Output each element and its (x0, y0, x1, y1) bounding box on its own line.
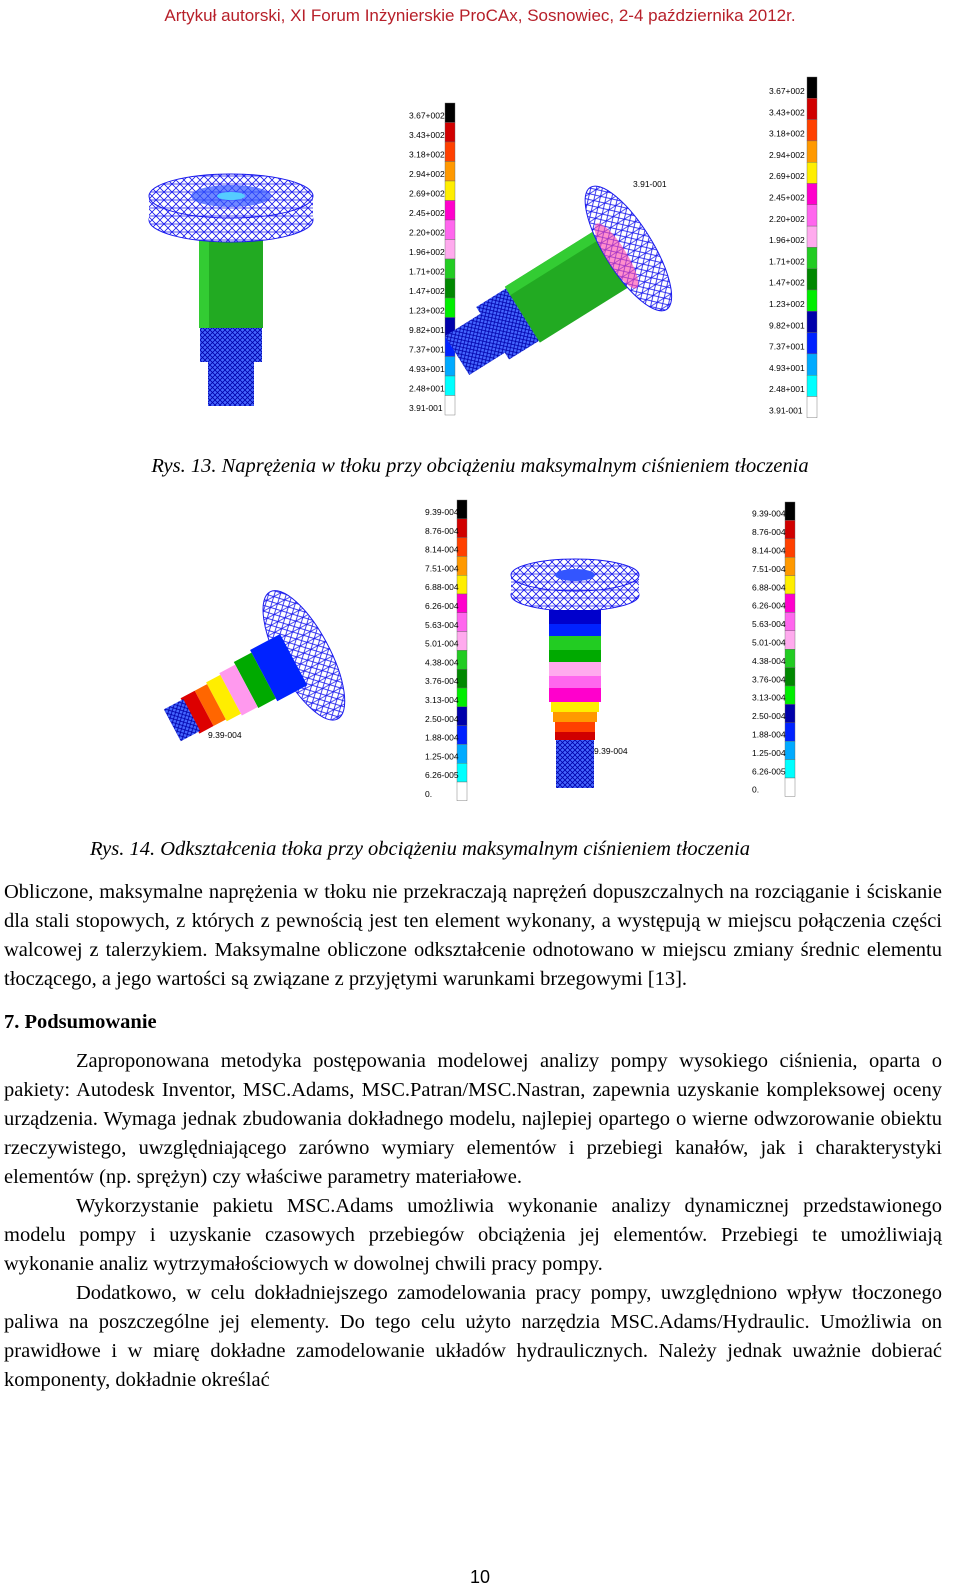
figure-14-caption: Rys. 14. Odkształcenia tłoka przy obciążeniu maksymalnym ciśnieniem tłoczenia (90, 838, 751, 860)
scale-label: 5.01-004 (752, 637, 786, 648)
deformation-model-right (511, 559, 639, 788)
scale-label: 3.13-004 (752, 692, 786, 703)
scale-swatch (807, 226, 817, 247)
scale-label: 3.43+002 (769, 107, 805, 118)
scale-label: 6.26-004 (752, 600, 786, 611)
figure-14-graphic (0, 490, 960, 810)
scale-label: 8.14-004 (752, 545, 786, 556)
scale-label: 8.76-004 (425, 525, 459, 536)
scale-label: 1.71+002 (409, 266, 445, 277)
scale-label: 7.37+001 (409, 344, 445, 355)
scale-swatch (807, 98, 817, 119)
scale-swatch (807, 269, 817, 290)
scale-swatch (785, 778, 795, 796)
figure-13 (0, 60, 960, 430)
scale-swatch (785, 520, 795, 538)
scale-swatch (445, 396, 455, 416)
scale-label: 3.76-004 (425, 676, 459, 687)
scale-label: 3.43+002 (409, 130, 445, 141)
scale-label: 8.14-004 (425, 544, 459, 555)
scale-label: 6.26-004 (425, 601, 459, 612)
scale-label: 1.88-004 (425, 732, 459, 743)
scale-swatch (785, 741, 795, 759)
scale-label: 4.93+001 (769, 362, 805, 373)
section-title: 7. Podsumowanie (4, 1011, 157, 1033)
scale-right-bars (807, 77, 817, 418)
scale-swatch (445, 357, 455, 377)
scale-swatch (785, 668, 795, 686)
scale-swatch (807, 354, 817, 375)
body-text (4, 878, 942, 1395)
scale-label: 1.23+002 (769, 299, 805, 310)
scale-swatch (445, 103, 455, 123)
scale-label: 0. (752, 784, 760, 795)
scale-label: 1.25-004 (425, 751, 459, 762)
scale-swatch (785, 557, 795, 575)
figure-14 (0, 490, 960, 810)
scale-label: 3.67+002 (409, 110, 445, 121)
figure-13-caption: Rys. 13. Naprężenia w tłoku przy obciążeniu maksymalnym ciśnieniem tłoczenia (151, 455, 809, 477)
deformation-scale-left (425, 500, 467, 801)
scale-swatch (785, 760, 795, 778)
scale-swatch (785, 723, 795, 741)
page-number: 10 (469, 1567, 491, 1587)
scale-swatch (807, 120, 817, 141)
scale-label: 5.63-004 (752, 619, 786, 630)
page-header: Artykuł autorski, XI Forum Inżynierskie ProCAx, Sosnowiec, 2-4 października 2012r. (164, 6, 796, 25)
scale-swatch (807, 205, 817, 226)
scale-label: 3.13-004 (425, 695, 459, 706)
scale-label: 1.71+002 (769, 256, 805, 267)
scale-label: 1.88-004 (752, 729, 786, 740)
scale-label: 1.47+002 (769, 277, 805, 288)
piston-model-right (419, 175, 687, 417)
deform-scale-right-bars (785, 502, 795, 796)
scale-label: 9.82+001 (769, 320, 805, 331)
scale-swatch (445, 201, 455, 221)
scale-swatch (445, 142, 455, 162)
paragraph-4: Dodatkowo, w celu dokładniejszego zamodelowania pracy pompy, uwzględniono wpływ tłoczonego paliwa na poszczególne jej elementy. Do tego celu użyto narzędzia MSC.Adams/Hydraulic. Umożliwia on prawidłowe i w miarę dokładne zamodelowanie układów hydraulicznych. Należy jednak uważnie dobierać komponenty, dokładnie określać (4, 1282, 942, 1391)
scale-label: 1.47+002 (409, 286, 445, 297)
scale-label: 2.20+002 (769, 213, 805, 224)
scale-swatch (445, 376, 455, 396)
scale-label: 2.50-004 (752, 711, 786, 722)
scale-label: 3.18+002 (409, 149, 445, 160)
scale-label: 7.37+001 (769, 341, 805, 352)
scale-swatch (807, 184, 817, 205)
scale-label: 7.51-004 (425, 563, 459, 574)
scale-swatch (785, 631, 795, 649)
scale-swatch (785, 686, 795, 704)
figure-13-graphic (0, 60, 960, 430)
deformation-scale-right (752, 502, 795, 796)
scale-swatch (445, 259, 455, 279)
scale-swatch (785, 539, 795, 557)
scale-label: 2.69+002 (769, 171, 805, 182)
scale-label: 6.88-004 (752, 582, 786, 593)
scale-label: 6.26-005 (425, 770, 459, 781)
color-scale-right (769, 77, 817, 418)
scale-swatch (785, 502, 795, 520)
scale-label: 3.91-001 (769, 405, 803, 416)
scale-swatch (807, 311, 817, 332)
scale-label: 5.01-004 (425, 638, 459, 649)
scale-label: 7.51-004 (752, 563, 786, 574)
scale-swatch (807, 397, 817, 418)
scale-label: 2.48+001 (409, 383, 445, 394)
scale-swatch (807, 290, 817, 311)
scale-label: 2.94+002 (769, 149, 805, 160)
piston-model-left (149, 174, 313, 406)
scale-label: 3.91-001 (409, 403, 443, 414)
scale-swatch (807, 333, 817, 354)
scale-label: 2.20+002 (409, 227, 445, 238)
scale-label: 6.26-005 (752, 766, 786, 777)
scale-swatch (785, 612, 795, 630)
scale-swatch (807, 162, 817, 183)
scale-swatch (445, 181, 455, 201)
figure-13-annotation: 3.91-001 (633, 179, 667, 189)
scale-label: 5.63-004 (425, 619, 459, 630)
scale-label: 8.76-004 (752, 527, 786, 538)
scale-swatch (785, 576, 795, 594)
color-scale-left (409, 103, 455, 415)
scale-swatch (807, 77, 817, 98)
scale-label: 0. (425, 789, 433, 800)
scale-label: 9.39-004 (425, 507, 459, 518)
scale-swatch (445, 279, 455, 299)
scale-label: 3.18+002 (769, 128, 805, 139)
scale-label: 2.48+001 (769, 384, 805, 395)
figure-14-annotation-left: 9.39-004 (208, 730, 242, 740)
scale-label: 6.88-004 (425, 582, 459, 593)
scale-label: 4.38-004 (752, 655, 786, 666)
scale-label: 2.50-004 (425, 713, 459, 724)
scale-label: 3.67+002 (769, 86, 805, 97)
scale-swatch (445, 123, 455, 143)
scale-label: 1.25-004 (752, 747, 786, 758)
scale-swatch (807, 375, 817, 396)
paragraph-1: Obliczone, maksymalne naprężenia w tłoku nie przekraczają naprężeń dopuszczalnych na rozciąganie i ściskanie dla stali stopowych, z których z pewnością jest ten element wykonany, a występują w miejscu połączenia części walcowej z talerzykiem. Maksymalne obliczone odkształcenie odnotowano w miejscu zmiany średnic elementu tłoczącego, a jego wartości są związane z przyjętymi warunkami brzegowymi [13]. (4, 881, 942, 990)
scale-swatch (807, 247, 817, 268)
scale-label: 4.93+001 (409, 364, 445, 375)
scale-swatch (445, 298, 455, 318)
scale-label: 1.96+002 (769, 235, 805, 246)
scale-swatch (445, 240, 455, 260)
scale-label: 1.96+002 (409, 247, 445, 258)
scale-label: 3.76-004 (752, 674, 786, 685)
scale-swatch (807, 141, 817, 162)
figure-14-annotation-right: 9.39-004 (594, 746, 628, 756)
scale-label: 2.94+002 (409, 169, 445, 180)
scale-label: 9.39-004 (752, 508, 786, 519)
scale-label: 9.82+001 (409, 325, 445, 336)
scale-swatch (785, 649, 795, 667)
scale-swatch (457, 782, 467, 801)
scale-label: 4.38-004 (425, 657, 459, 668)
scale-label: 2.45+002 (409, 208, 445, 219)
scale-swatch (445, 220, 455, 240)
scale-label: 2.69+002 (409, 188, 445, 199)
paragraph-2: Zaproponowana metodyka postępowania modelowej analizy pompy wysokiego ciśnienia, oparta o pakiety: Autodesk Inventor, MSC.Adams, MSC.Patran/MSC.Nastran, zapewnia uzyskanie kompleksowej oceny urządzenia. Wymaga jednak zbudowania dokładnego modelu, najlepiej opartego o wierne odwzorowanie obiektu rzeczywistego, uwzględniającego zarówno wymiary elementów i przebiegi kanałów, jak i charakterystyki elementów (np. sprężyn) czy właściwe parametry materiałowe. (4, 1050, 942, 1188)
scale-label: 2.45+002 (769, 192, 805, 203)
paragraph-3: Wykorzystanie pakietu MSC.Adams umożliwia wykonanie analizy dynamicznej przedstawionego modelu pompy i uzyskanie czasowych przebiegów obciążenia jej elementów. Przebiegi te umożliwiają wykonanie analiz wytrzymałościowych w dowolnej chwili pracy pompy. (4, 1195, 942, 1275)
scale-swatch (785, 704, 795, 722)
scale-left-bars (445, 103, 455, 415)
scale-label: 1.23+002 (409, 305, 445, 316)
scale-swatch (785, 594, 795, 612)
deformation-model-left (139, 580, 361, 789)
scale-swatch (445, 162, 455, 182)
